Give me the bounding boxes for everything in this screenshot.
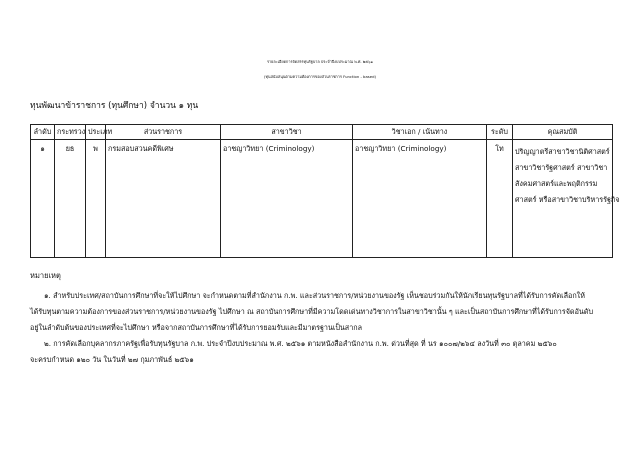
qualification-line: ศาสตร์ หรือสาขาวิชาบริหารรัฐกิจ: [515, 195, 620, 204]
cell-type: พ: [86, 140, 106, 258]
header-field: สาขาวิชา: [221, 125, 353, 140]
cell-level: โท: [487, 140, 513, 258]
fund-line: ทุนพัฒนาข้าราชการ (ทุนศึกษา) จำนวน ๑ ทุน: [30, 101, 199, 111]
cell-major: อาชญาวิทยา (Criminology): [353, 140, 487, 258]
note-line: จะครบกำหนด ๑๒๐ วัน ในวันที่ ๒๗ กุมภาพันธ์ ๒๕๖๑: [30, 355, 194, 364]
note-line: ๑. สำหรับประเทศ/สถาบันการศึกษาที่จะให้ไปศึกษา จะกำหนดตามที่สำนักงาน ก.พ. และส่วนราชการ/หน่วยงานของรัฐ เห็นชอบร่วมกันให้นักเรียนทุนรัฐบาลที่ได้รับการคัดเลือกให้: [44, 291, 585, 300]
header-ministry: กระทรวง: [55, 125, 86, 140]
table-header-row: [31, 125, 613, 140]
cell-agency: กรมสอบสวนคดีพิเศษ: [106, 140, 221, 258]
document-subtitle: (ทุนสนับสนุนตามความต้องการของส่วนราชการ Function - based): [264, 74, 376, 79]
header-no: ลำดับ: [31, 125, 55, 140]
cell-field: อาชญาวิทยา (Criminology): [221, 140, 353, 258]
header-level: ระดับ: [487, 125, 513, 140]
qualification-line: สังคมศาสตร์และพฤติกรรม: [515, 179, 598, 188]
note-line: อยู่ในลำดับต้นของประเทศที่จะไปศึกษา หรือจากสถาบันการศึกษาที่ได้รับการยอมรับและมีมาตรฐานเป็นสากล: [30, 323, 362, 332]
allocation-table: [30, 124, 620, 258]
header-qualification: คุณสมบัติ: [513, 125, 613, 140]
cell-qualification: [513, 140, 620, 258]
header-major: วิชาเอก / เน้นทาง: [353, 125, 487, 140]
table-row: [31, 140, 613, 258]
qualification-line: สาขาวิชารัฐศาสตร์ สาขาวิชา: [515, 163, 608, 172]
header-type: ประเภท: [86, 125, 106, 140]
document-title: รายละเอียดการจัดสรรทุนรัฐบาล ประจำปีงบประมาณ พ.ศ. ๒๕๖๑: [267, 59, 373, 64]
cell-ministry: ยธ: [55, 140, 86, 258]
note-line: ๒. การคัดเลือกบุคลากรภาครัฐเพื่อรับทุนรัฐบาล ก.พ. ประจำปีงบประมาณ พ.ศ. ๒๕๖๑ ตามหนังสือสำนักงาน ก.พ. ด่วนที่สุด ที่ นร ๑๐๐๗/๒๖๔ ลงวันที่ ๓๐ ตุลาคม ๒๕๖๐: [44, 339, 557, 348]
qualification-line: ปริญญาตรีสาขาวิชานิติศาสตร์: [515, 147, 610, 156]
notes-heading: หมายเหตุ: [30, 271, 61, 280]
cell-no: ๑: [31, 140, 55, 258]
note-line: ได้รับทุนตามความต้องการของส่วนราชการ/หน่วยงานของรัฐ ไปศึกษา ณ สถาบันการศึกษาที่มีความโดดเด่นทางวิชาการในสาขาวิชานั้น ๆ และเป็นสถาบันการศึกษาที่ได้รับการจัดอันดับ: [30, 307, 594, 316]
header-agency: ส่วนราชการ: [106, 125, 221, 140]
